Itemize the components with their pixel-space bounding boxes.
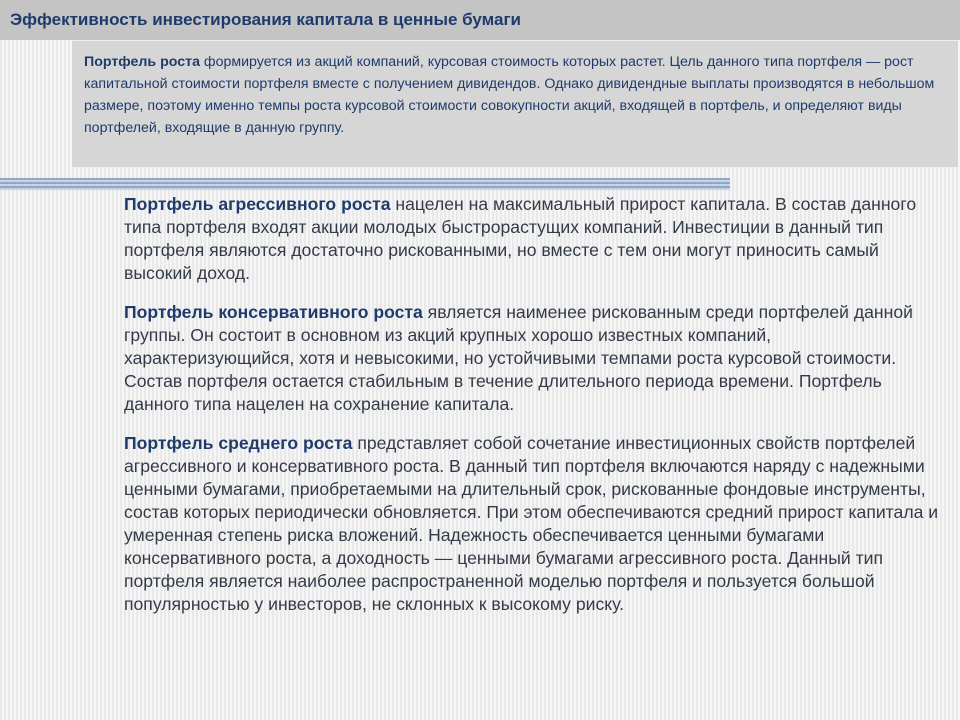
term-medium-growth: Портфель среднего роста — [124, 433, 353, 453]
paragraph-medium-growth — [124, 432, 939, 616]
body-medium-growth: представляет собой сочетание инвестиционных свойств портфелей агрессивного и консервативного роста. В данный тип портфеля включаются наряду с надежными ценными бумагами, приобретаемыми на длительный срок, рискованные фондовые инструменты, состав которых периодически обновляется. При этом обеспечиваются средний прирост капитала и умеренная степень риска вложений. Надежность обеспечивается ценными бумагами консервативного роста, а доходность — ценными бумагами агрессивного роста. Данный тип портфеля является наиболее распространенной моделью портфеля и пользуется большой популярностью у инвесторов, не склонных к высокому риску. — [124, 433, 939, 614]
intro-body: формируется из акций компаний, курсовая стоимость которых растет. Цель данного типа портфеля — рост капитальной стоимости портфеля вместе с получением дивидендов. Однако дивидендные выплаты производятся в небольшом размере, поэтому именно темпы роста курсовой стоимости совокупности акций, входящей в портфель, и определяют виды портфелей, входящие в данную группу. — [84, 54, 935, 136]
intro-box — [72, 41, 958, 167]
body-conservative-growth: является наименее рискованным среди портфелей данной группы. Он состоит в основном из акций крупных хорошо известных компаний, характеризующийся, хотя и невысокими, но устойчивыми темпами роста курсовой стоимости. Состав портфеля остается стабильным в течение длительного периода времени. Портфель данного типа нацелен на сохранение капитала. — [124, 302, 913, 414]
decorative-stripe — [0, 178, 730, 190]
paragraph-conservative-growth — [124, 301, 939, 416]
main-content — [124, 193, 939, 632]
body-aggressive-growth: нацелен на максимальный прирост капитала. В состав данного типа портфеля входят акции молодых быстрорастущих компаний. Инвестиции в данный тип портфеля являются достаточно рискованными, но вместе с тем они могут приносить самый высокий доход. — [124, 194, 917, 283]
title-bar — [0, 0, 960, 40]
term-conservative-growth: Портфель консервативного роста — [124, 302, 423, 322]
intro-term: Портфель роста — [84, 54, 200, 70]
intro-paragraph — [84, 51, 950, 139]
page-title: Эффективность инвестирования капитала в ценные бумаги — [10, 10, 522, 29]
term-aggressive-growth: Портфель агрессивного роста — [124, 194, 391, 214]
paragraph-aggressive-growth — [124, 193, 939, 285]
